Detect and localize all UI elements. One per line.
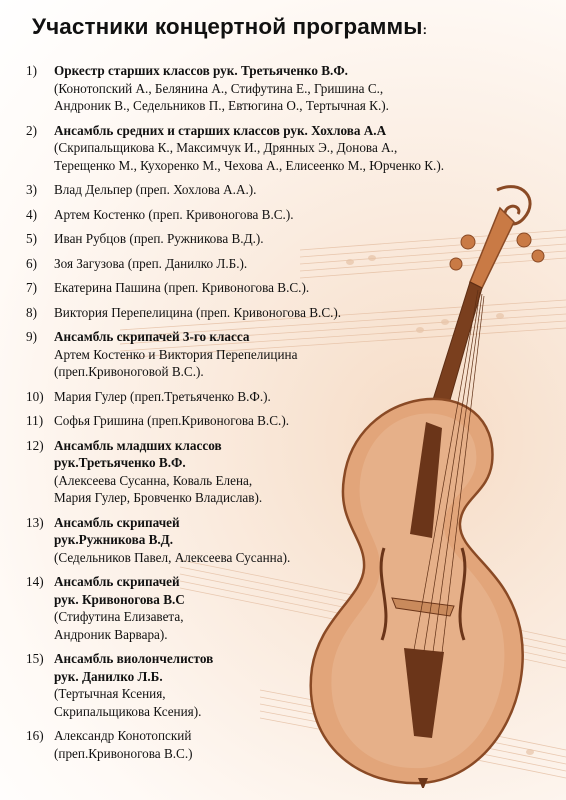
item-number: 11) xyxy=(26,413,44,428)
item-text: Скрипальщикова Ксения). xyxy=(54,703,202,719)
item-heading: Ансамбль виолончелистов xyxy=(54,651,214,666)
list-item xyxy=(26,62,546,115)
title-text: Участники концертной программы xyxy=(32,14,423,39)
item-number: 6) xyxy=(26,255,37,271)
item-text: (Конотопский А., Белянина А., Стифутина Е., Гришина С., xyxy=(54,80,384,96)
list-item xyxy=(26,206,546,224)
item-text: (Седельников Павел, Алексеева Сусанна). xyxy=(54,549,291,565)
item-heading: Ансамбль средних и старших классов рук. Хохлова А.А xyxy=(54,122,387,138)
item-text: Терещенко М., Кухоренко М., Чехова А., Елисеенко М., Юрченко К.). xyxy=(54,157,445,173)
item-text: Андроник Варвара). xyxy=(54,626,168,642)
list-item xyxy=(26,304,546,322)
item-heading: Оркестр старших классов рук. Третьяченко В.Ф. xyxy=(54,63,348,78)
item-text: Софья Гришина (преп.Кривоногова В.С.). xyxy=(54,413,290,428)
page-title xyxy=(32,14,427,40)
performers-list xyxy=(26,62,546,769)
list-item xyxy=(26,650,546,720)
title-colon: : xyxy=(422,22,428,37)
item-text: (Тертычная Ксения, xyxy=(54,686,166,701)
item-text: Андроник В., Седельников П., Евтюгина О., Тертычная К.). xyxy=(54,98,389,113)
item-heading: Ансамбль младших классов xyxy=(54,437,222,453)
item-text: Зоя Загузова (преп. Данилко Л.Б.). xyxy=(54,255,248,271)
list-item xyxy=(26,388,546,406)
item-text: Артем Костенко и Виктория Перепелицина xyxy=(54,346,298,362)
item-number: 16) xyxy=(26,728,44,743)
item-text: Мария Гулер, Бровченко Владислав). xyxy=(54,490,263,505)
item-heading: рук. Кривоногова В.С xyxy=(54,591,185,607)
item-heading: рук. Данилко Л.Б. xyxy=(54,668,163,684)
item-heading: рук.Третьяченко В.Ф. xyxy=(54,455,186,470)
item-text: (Стифутина Елизавета, xyxy=(54,609,184,624)
item-number: 12) xyxy=(26,437,44,453)
list-item xyxy=(26,437,546,507)
list-item xyxy=(26,122,546,175)
list-item xyxy=(26,230,546,248)
list-item xyxy=(26,573,546,643)
item-text: (Алексеева Сусанна, Коваль Елена, xyxy=(54,472,253,488)
item-text: (преп.Кривоногова В.С.) xyxy=(54,745,193,761)
item-number: 1) xyxy=(26,63,37,78)
list-item xyxy=(26,181,546,199)
list-item xyxy=(26,412,546,430)
item-text: Екатерина Пашина (преп. Кривоногова В.С.). xyxy=(54,280,310,295)
item-number: 3) xyxy=(26,182,37,197)
item-heading: Ансамбль скрипачей 3-го класса xyxy=(54,329,250,344)
list-item xyxy=(26,514,546,567)
item-number: 7) xyxy=(26,280,37,295)
item-text: Виктория Перепелицина (преп. Кривоногова В.С.). xyxy=(54,304,342,320)
list-item xyxy=(26,727,546,762)
list-item xyxy=(26,255,546,273)
item-text: (Скрипальщикова К., Максимчук И., Дрянных Э., Донова А., xyxy=(54,140,398,155)
item-text: Артем Костенко (преп. Кривоногова В.С.). xyxy=(54,206,294,222)
item-text: Влад Дельпер (преп. Хохлова А.А.). xyxy=(54,182,257,197)
item-number: 2) xyxy=(26,122,37,138)
item-number: 15) xyxy=(26,651,44,666)
item-number: 8) xyxy=(26,304,37,320)
item-number: 10) xyxy=(26,388,44,404)
item-number: 5) xyxy=(26,231,37,246)
item-heading: рук.Ружникова В.Д. xyxy=(54,532,174,547)
item-number: 9) xyxy=(26,329,37,344)
item-heading: Ансамбль скрипачей xyxy=(54,514,180,530)
item-text: Александр Конотопский xyxy=(54,728,192,743)
list-item xyxy=(26,328,546,381)
item-heading: Ансамбль скрипачей xyxy=(54,574,180,589)
item-number: 13) xyxy=(26,514,44,530)
item-number: 14) xyxy=(26,574,44,589)
item-text: (преп.Кривоноговой В.С.). xyxy=(54,364,204,379)
item-text: Мария Гулер (преп.Третьяченко В.Ф.). xyxy=(54,388,271,404)
item-number: 4) xyxy=(26,206,37,222)
list-item xyxy=(26,279,546,297)
item-text: Иван Рубцов (преп. Ружникова В.Д.). xyxy=(54,231,264,246)
